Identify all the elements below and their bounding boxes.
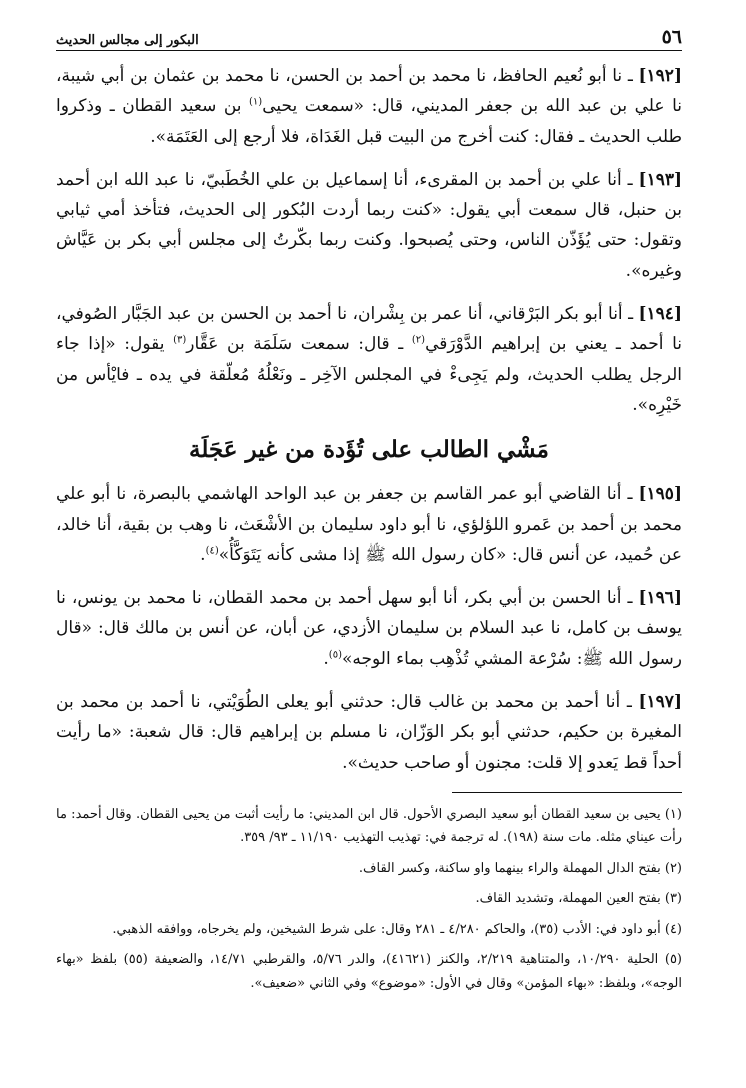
page-number: ٥٦ xyxy=(661,26,682,48)
footnote-text: أبو داود في: الأدب (٣٥)، والحاكم ٤/٢٨٠ ـ ٢٨١ وقال: على شرط الشيخين، ولم يخرجاه، ووافقه الذهبي. xyxy=(112,921,661,937)
main-text xyxy=(56,61,682,778)
footnote-label: (١) xyxy=(664,806,682,822)
footnote-ref: (٥) xyxy=(328,649,342,661)
hadith-193 xyxy=(56,165,682,286)
hadith-text: ـ أنا أبو بكر البَرْقاني، أنا عمر بن بِشْران، نا أحمد بن الحسن بن عبد الجَبَّار الصُوفي، نا أحمد ـ يعني بن إبراهيم الدَّوْرَقي xyxy=(56,304,682,355)
footnote-1 xyxy=(56,803,682,850)
footnote-label: (٢) xyxy=(664,860,682,876)
footnote-text: بفتح الدال المهملة والراء بينهما واو ساكنة، وكسر القاف. xyxy=(358,860,661,876)
footnote-ref: (٤) xyxy=(205,545,219,557)
footnote-text: يحيى بن سعيد القطان أبو سعيد البصري الأحول. قال ابن المديني: ما رأيت أثبت من يحيى القطان. وقال أحمد: ما رأت عيناي مثله. مات سنة (١٩٨). له ترجمة في: تهذيب التهذيب ١١/١٩٠ ـ ٩٣/ ٣٥٩. xyxy=(56,806,682,846)
section-heading: مَشْي الطالب على تُؤَدة من غير عَجَلَة xyxy=(188,436,549,464)
footnote-label: (٥) xyxy=(664,952,682,968)
hadith-number: [١٩٢] xyxy=(638,66,682,86)
hadith-text: ـ أنا علي بن أحمد بن المقرىء، أنا إسماعيل بن علي الخُطَبيّ، نا عبد الله ابن أحمد بن حنبل، قال سمعت أبي يقول: «كنت ربما أردت البُكور إلى الحديث، فتأخذ أمي ثيابي وتقول: حتى يُؤَذّن الناس، وحتى يُصبحوا. وكنت ربما بكّرتُ إلى مجلس أبي بكر بن عَيَّاش وغيره». xyxy=(56,169,682,281)
footnote-4 xyxy=(56,918,682,942)
footnote-label: (٤) xyxy=(664,921,682,937)
hadith-195 xyxy=(56,479,682,570)
book-page xyxy=(56,28,682,1002)
footnote-2 xyxy=(56,857,682,881)
footnote-text: الحلية ١٠/٢٩٠، والمتناهية ٢/٢١٩، والكنز (٤١٦٢١)، والدر ٥/٧٦، والقرطبي ١٤/٧١، والضعيفة (٥٥) بلفظ «بهاء الوجه»، وبلفظ: «بهاء المؤمن» وقال في الأول: «موضوع» وفي الثاني «ضعيف». xyxy=(56,952,682,991)
hadith-text: ـ أنا أحمد بن محمد بن غالب قال: حدثني أبو يعلى الطُوَيْتي، نا أحمد بن محمد بن المغيرة بن حكيم، حدثني أبو بكر الوَزّان، نا مسلم بن إبراهيم قال: قال شعبة: «ما رأيت أحداً قط يَعدو إلا قلت: مجنون أو صاحب حديث». xyxy=(56,692,682,773)
footnotes xyxy=(56,803,682,996)
hadith-197 xyxy=(56,687,682,778)
hadith-196 xyxy=(56,583,682,674)
hadith-text-cont: يقول: «إذا جاء الرجل يطلب الحديث، ولم يَجِىءْ في المجلس الآخِر ـ ونَعْلُهُ مُعلّقة في يده ـ فايْأس من خَيْرِه». xyxy=(56,334,682,415)
hadith-text-cont: ـ قال: سمعت سَلَمَة بن عَقَّار xyxy=(186,334,404,355)
footnote-label: (٣) xyxy=(664,891,682,907)
hadith-number: [١٩٥] xyxy=(638,484,682,505)
footnote-ref: (٣) xyxy=(173,334,187,346)
hadith-text-cont: . xyxy=(200,544,206,565)
footnote-ref: (١) xyxy=(249,96,263,108)
footnote-text: بفتح العين المهملة، وتشديد القاف. xyxy=(475,891,661,907)
footnote-ref: (٢) xyxy=(411,334,426,346)
running-head xyxy=(56,28,682,51)
hadith-number: [١٩٦] xyxy=(638,588,682,609)
hadith-text: ـ نا أبو نُعيم الحافظ، نا محمد بن أحمد بن الحسن، نا محمد بن عثمان بن أبي شيبة، نا علي بن عبد الله بن جعفر المديني، قال: «سمعت يحيى xyxy=(56,66,682,117)
footnote-5 xyxy=(56,948,682,995)
footnote-3 xyxy=(56,887,682,911)
hadith-text: ـ أنا القاضي أبو عمر القاسم بن جعفر بن عبد الواحد الهاشمي بالبصرة، نا أبو علي محمد بن أحمد بن عَمرو اللؤلؤي، نا أبو داود سليمان بن الأشْعَث، نا وهب بن بقية، أنا خالد، عن حُميد، عن أنس قال: «كان رسول الله ﷺ إذا مشى كأنه يَتَوَكَّأُ» xyxy=(56,484,682,565)
hadith-text-cont: بن سعيد القطان ـ وذكروا طلب الحديث ـ فقال: كنت أخرج من البيت قبل الغَدَاة، فلا أرجع إلى العَتَمَة». xyxy=(56,96,682,147)
running-title: البكور إلى مجالس الحديث xyxy=(56,33,199,48)
footnotes-divider xyxy=(452,792,682,793)
hadith-number: [١٩٧] xyxy=(638,692,682,713)
hadith-number: [١٩٣] xyxy=(638,169,683,190)
hadith-192 xyxy=(56,61,682,152)
hadith-text: ـ أنا الحسن بن أبي بكر، أنا أبو سهل أحمد بن محمد القطان، نا محمد بن يونس، نا يوسف بن كامل، نا عبد السلام بن سليمان الأزدي، عن أبان، عن أنس بن مالك قال: «قال رسول الله ﷺ: سُرْعة المشي تُذْهِب بماء الوجه» xyxy=(56,588,682,669)
hadith-number: [١٩٤] xyxy=(638,304,682,325)
hadith-text-cont: . xyxy=(323,648,329,669)
hadith-194 xyxy=(56,299,682,420)
